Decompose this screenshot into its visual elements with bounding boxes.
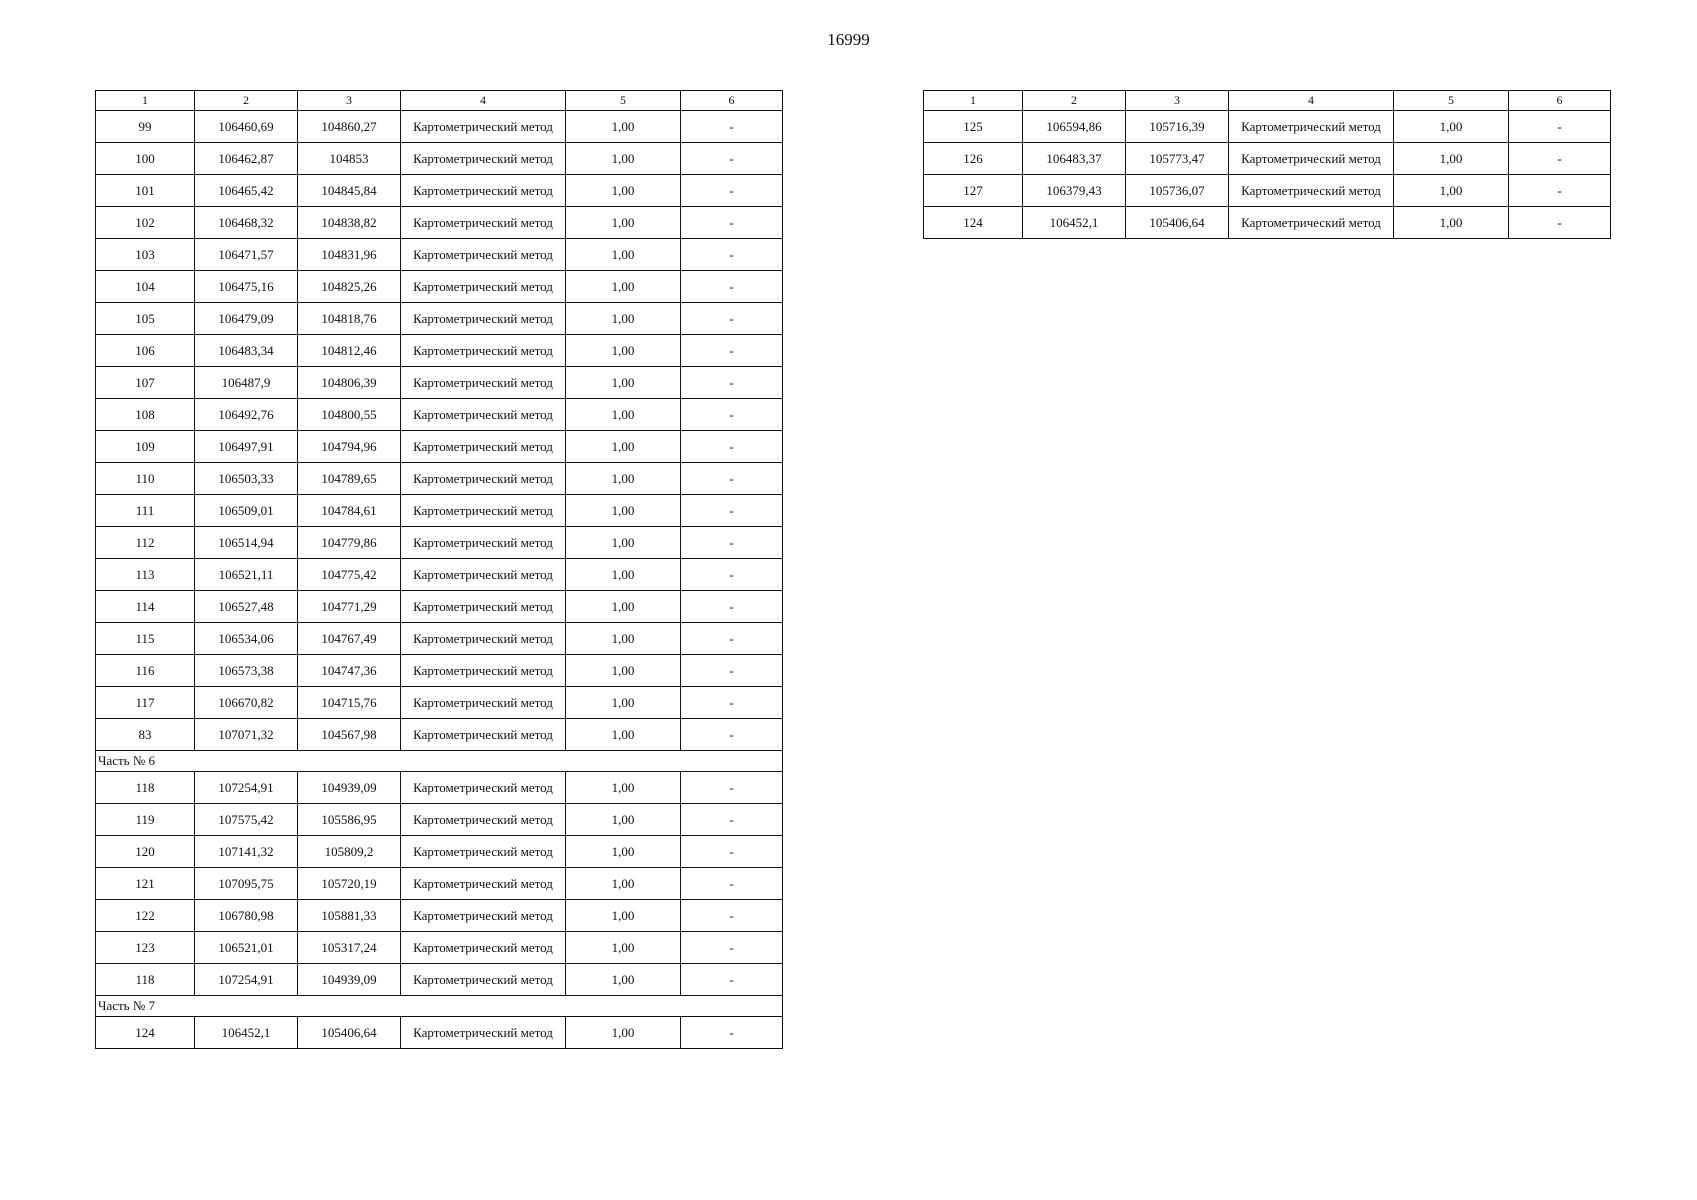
table-row [96,623,783,655]
table-cell: 1,00 [566,1017,681,1049]
table-cell: Картометрический метод [401,559,566,591]
table-cell: - [681,868,783,900]
table-cell: 105720,19 [298,868,401,900]
table-cell: - [681,207,783,239]
table-cell: 105773,47 [1126,143,1229,175]
table-cell: - [681,932,783,964]
table-row [96,1017,783,1049]
table-cell: - [1509,207,1611,239]
table-cell: Картометрический метод [401,207,566,239]
table-cell: 111 [96,495,195,527]
table-cell: - [681,527,783,559]
table-cell: 122 [96,900,195,932]
table-cell: 119 [96,804,195,836]
table-cell: 1,00 [566,719,681,751]
table-cell: 105736,07 [1126,175,1229,207]
table-row [924,111,1611,143]
table-cell: 106471,57 [195,239,298,271]
table-cell: 104860,27 [298,111,401,143]
table-cell: 127 [924,175,1023,207]
table-cell: 110 [96,463,195,495]
column-header: 4 [1229,91,1394,111]
table-cell: 1,00 [566,804,681,836]
table-cell: 1,00 [1394,143,1509,175]
table-cell: 1,00 [566,868,681,900]
table-cell: 113 [96,559,195,591]
table-cell: 106479,09 [195,303,298,335]
table-cell: - [681,175,783,207]
coordinates-table-right [923,90,1611,239]
table-cell: 1,00 [566,527,681,559]
table-row [96,271,783,303]
column-header: 4 [401,91,566,111]
section-label: Часть № 7 [96,996,783,1017]
table-cell: 106521,11 [195,559,298,591]
table-cell: 1,00 [566,463,681,495]
page-number: 16999 [827,30,870,49]
table-cell: 107 [96,367,195,399]
table-cell: 1,00 [566,772,681,804]
table-cell: 104800,55 [298,399,401,431]
table-cell: 117 [96,687,195,719]
table-row [96,463,783,495]
table-cell: 121 [96,868,195,900]
table-cell: 1,00 [566,367,681,399]
table-cell: - [681,655,783,687]
table-cell: 120 [96,836,195,868]
table-cell: Картометрический метод [401,271,566,303]
table-cell: 1,00 [1394,207,1509,239]
table-row [96,239,783,271]
table-cell: 105406,64 [1126,207,1229,239]
table-row [96,527,783,559]
table-cell: Картометрический метод [401,303,566,335]
table-cell: Картометрический метод [401,719,566,751]
table-cell: 1,00 [566,655,681,687]
table-row [96,367,783,399]
coordinates-table-left [95,90,783,1049]
table-header-row [96,91,783,111]
table-cell: 106462,87 [195,143,298,175]
table-cell: 106468,32 [195,207,298,239]
table-cell: 106670,82 [195,687,298,719]
table-cell: 103 [96,239,195,271]
table-cell: 109 [96,431,195,463]
table-cell: - [681,719,783,751]
table-cell: - [681,591,783,623]
table-cell: 106487,9 [195,367,298,399]
table-cell: 106514,94 [195,527,298,559]
table-cell: - [681,687,783,719]
table-cell: 107254,91 [195,772,298,804]
table-cell: 1,00 [566,303,681,335]
table-cell: 106475,16 [195,271,298,303]
table-cell: 105 [96,303,195,335]
table-cell: 1,00 [566,207,681,239]
table-cell: 104567,98 [298,719,401,751]
table-cell: 107575,42 [195,804,298,836]
table-cell: Картометрический метод [401,804,566,836]
table-cell: 106534,06 [195,623,298,655]
table-cell: 107141,32 [195,836,298,868]
table-row [96,111,783,143]
table-cell: 1,00 [566,687,681,719]
table-row [96,559,783,591]
table-cell: Картометрический метод [401,175,566,207]
table-cell: Картометрический метод [401,836,566,868]
table-cell: 106573,38 [195,655,298,687]
table-cell: 106594,86 [1023,111,1126,143]
table-row [96,303,783,335]
column-header: 1 [96,91,195,111]
table-cell: - [681,623,783,655]
table-row [96,932,783,964]
table-cell: - [681,559,783,591]
table-cell: 104784,61 [298,495,401,527]
table-cell: 105406,64 [298,1017,401,1049]
table-cell: - [681,495,783,527]
table-cell: 104825,26 [298,271,401,303]
table-cell: Картометрический метод [401,964,566,996]
table-cell: 83 [96,719,195,751]
table-row [96,836,783,868]
table-cell: Картометрический метод [401,655,566,687]
table-cell: 105586,95 [298,804,401,836]
table-row [96,207,783,239]
table-row [924,207,1611,239]
section-label: Часть № 6 [96,751,783,772]
table-row [96,687,783,719]
column-header: 5 [566,91,681,111]
table-cell: 107254,91 [195,964,298,996]
table-body [924,111,1611,239]
table-row [96,335,783,367]
table-cell: Картометрический метод [401,591,566,623]
table-row [96,655,783,687]
table-cell: - [681,399,783,431]
table-cell: 107095,75 [195,868,298,900]
table-cell: 106 [96,335,195,367]
table-cell: 104853 [298,143,401,175]
table-cell: 105809,2 [298,836,401,868]
table-cell: - [681,431,783,463]
table-cell: - [681,1017,783,1049]
table-cell: Картометрический метод [401,772,566,804]
table-row [96,143,783,175]
table-cell: 108 [96,399,195,431]
table-cell: - [1509,175,1611,207]
table-cell: - [681,964,783,996]
table-cell: Картометрический метод [401,527,566,559]
table-cell: 1,00 [566,559,681,591]
table-cell: 104771,29 [298,591,401,623]
table-cell: 114 [96,591,195,623]
table-cell: - [681,271,783,303]
table-cell: 106521,01 [195,932,298,964]
table-cell: - [681,463,783,495]
section-row [96,996,783,1017]
table-cell: 107071,32 [195,719,298,751]
table-cell: 123 [96,932,195,964]
table-cell: - [681,804,783,836]
table-row [96,591,783,623]
table-body [96,111,783,1049]
table-cell: 106509,01 [195,495,298,527]
table-cell: 1,00 [566,836,681,868]
table-cell: - [681,239,783,271]
table-cell: 126 [924,143,1023,175]
table-cell: 106452,1 [195,1017,298,1049]
table-cell: 99 [96,111,195,143]
table-cell: Картометрический метод [401,399,566,431]
table-cell: 1,00 [566,495,681,527]
table-cell: Картометрический метод [401,239,566,271]
table-cell: - [681,111,783,143]
table-cell: 104831,96 [298,239,401,271]
table-cell: 106503,33 [195,463,298,495]
table-row [96,495,783,527]
table-cell: 1,00 [566,399,681,431]
table-cell: 104 [96,271,195,303]
table-cell: 1,00 [566,623,681,655]
table-cell: 1,00 [566,111,681,143]
table-cell: 1,00 [566,175,681,207]
table-cell: 102 [96,207,195,239]
table-cell: Картометрический метод [401,431,566,463]
table-cell: - [1509,143,1611,175]
table-cell: 1,00 [566,143,681,175]
column-header: 3 [1126,91,1229,111]
column-header: 2 [1023,91,1126,111]
column-header: 2 [195,91,298,111]
table-row [96,900,783,932]
table-cell: Картометрический метод [401,463,566,495]
table-cell: Картометрический метод [401,111,566,143]
table-cell: 106497,91 [195,431,298,463]
table-cell: Картометрический метод [401,335,566,367]
table-cell: - [681,143,783,175]
table-cell: 124 [924,207,1023,239]
table-cell: 104939,09 [298,772,401,804]
table-cell: Картометрический метод [401,868,566,900]
table-cell: 106452,1 [1023,207,1126,239]
table-row [96,399,783,431]
table-cell: - [681,772,783,804]
table-cell: Картометрический метод [401,495,566,527]
table-cell: 105881,33 [298,900,401,932]
table-cell: 104767,49 [298,623,401,655]
table-cell: 106483,34 [195,335,298,367]
table-cell: - [681,335,783,367]
table-cell: 112 [96,527,195,559]
column-header: 3 [298,91,401,111]
table-row [924,143,1611,175]
table-cell: 104939,09 [298,964,401,996]
table-cell: Картометрический метод [1229,143,1394,175]
section-row [96,751,783,772]
column-header: 6 [1509,91,1611,111]
table-cell: 1,00 [566,271,681,303]
table-cell: 101 [96,175,195,207]
table-cell: 1,00 [566,239,681,271]
table-cell: 125 [924,111,1023,143]
table-cell: Картометрический метод [401,687,566,719]
table-header-row [924,91,1611,111]
table-cell: 104845,84 [298,175,401,207]
table-cell: 1,00 [1394,111,1509,143]
table-cell: Картометрический метод [401,932,566,964]
table-cell: 106379,43 [1023,175,1126,207]
table-cell: 115 [96,623,195,655]
table-cell: 118 [96,772,195,804]
table-cell: 105317,24 [298,932,401,964]
table-cell: - [681,367,783,399]
table-cell: 104775,42 [298,559,401,591]
table-cell: Картометрический метод [401,1017,566,1049]
table-cell: 104794,96 [298,431,401,463]
table-cell: Картометрический метод [401,143,566,175]
table-cell: 1,00 [566,335,681,367]
table-cell: Картометрический метод [401,900,566,932]
table-row [96,868,783,900]
table-cell: - [1509,111,1611,143]
table-cell: Картометрический метод [401,367,566,399]
table-cell: - [681,836,783,868]
table-cell: 1,00 [566,932,681,964]
table-row [96,964,783,996]
table-cell: 104715,76 [298,687,401,719]
table-cell: 104818,76 [298,303,401,335]
table-cell: 104838,82 [298,207,401,239]
table-cell: 104812,46 [298,335,401,367]
table-cell: 118 [96,964,195,996]
table-row [96,431,783,463]
table-cell: 104747,36 [298,655,401,687]
table-cell: 1,00 [566,964,681,996]
column-header: 1 [924,91,1023,111]
table-cell: Картометрический метод [1229,207,1394,239]
table-cell: - [681,900,783,932]
table-cell: 1,00 [566,431,681,463]
table-cell: 100 [96,143,195,175]
table-row [96,175,783,207]
table-cell: 106780,98 [195,900,298,932]
table-cell: Картометрический метод [1229,111,1394,143]
table-cell: 104789,65 [298,463,401,495]
table-cell: Картометрический метод [401,623,566,655]
table-cell: 1,00 [1394,175,1509,207]
table-cell: Картометрический метод [1229,175,1394,207]
table-row [96,804,783,836]
table-cell: 124 [96,1017,195,1049]
table-cell: - [681,303,783,335]
table-cell: 106483,37 [1023,143,1126,175]
table-cell: 105716,39 [1126,111,1229,143]
table-cell: 1,00 [566,900,681,932]
table-cell: 106465,42 [195,175,298,207]
table-cell: 1,00 [566,591,681,623]
table-cell: 106460,69 [195,111,298,143]
table-cell: 106527,48 [195,591,298,623]
table-row [924,175,1611,207]
column-header: 5 [1394,91,1509,111]
table-row [96,719,783,751]
table-cell: 104806,39 [298,367,401,399]
table-row [96,772,783,804]
table-cell: 106492,76 [195,399,298,431]
table-cell: 104779,86 [298,527,401,559]
column-header: 6 [681,91,783,111]
table-cell: 116 [96,655,195,687]
